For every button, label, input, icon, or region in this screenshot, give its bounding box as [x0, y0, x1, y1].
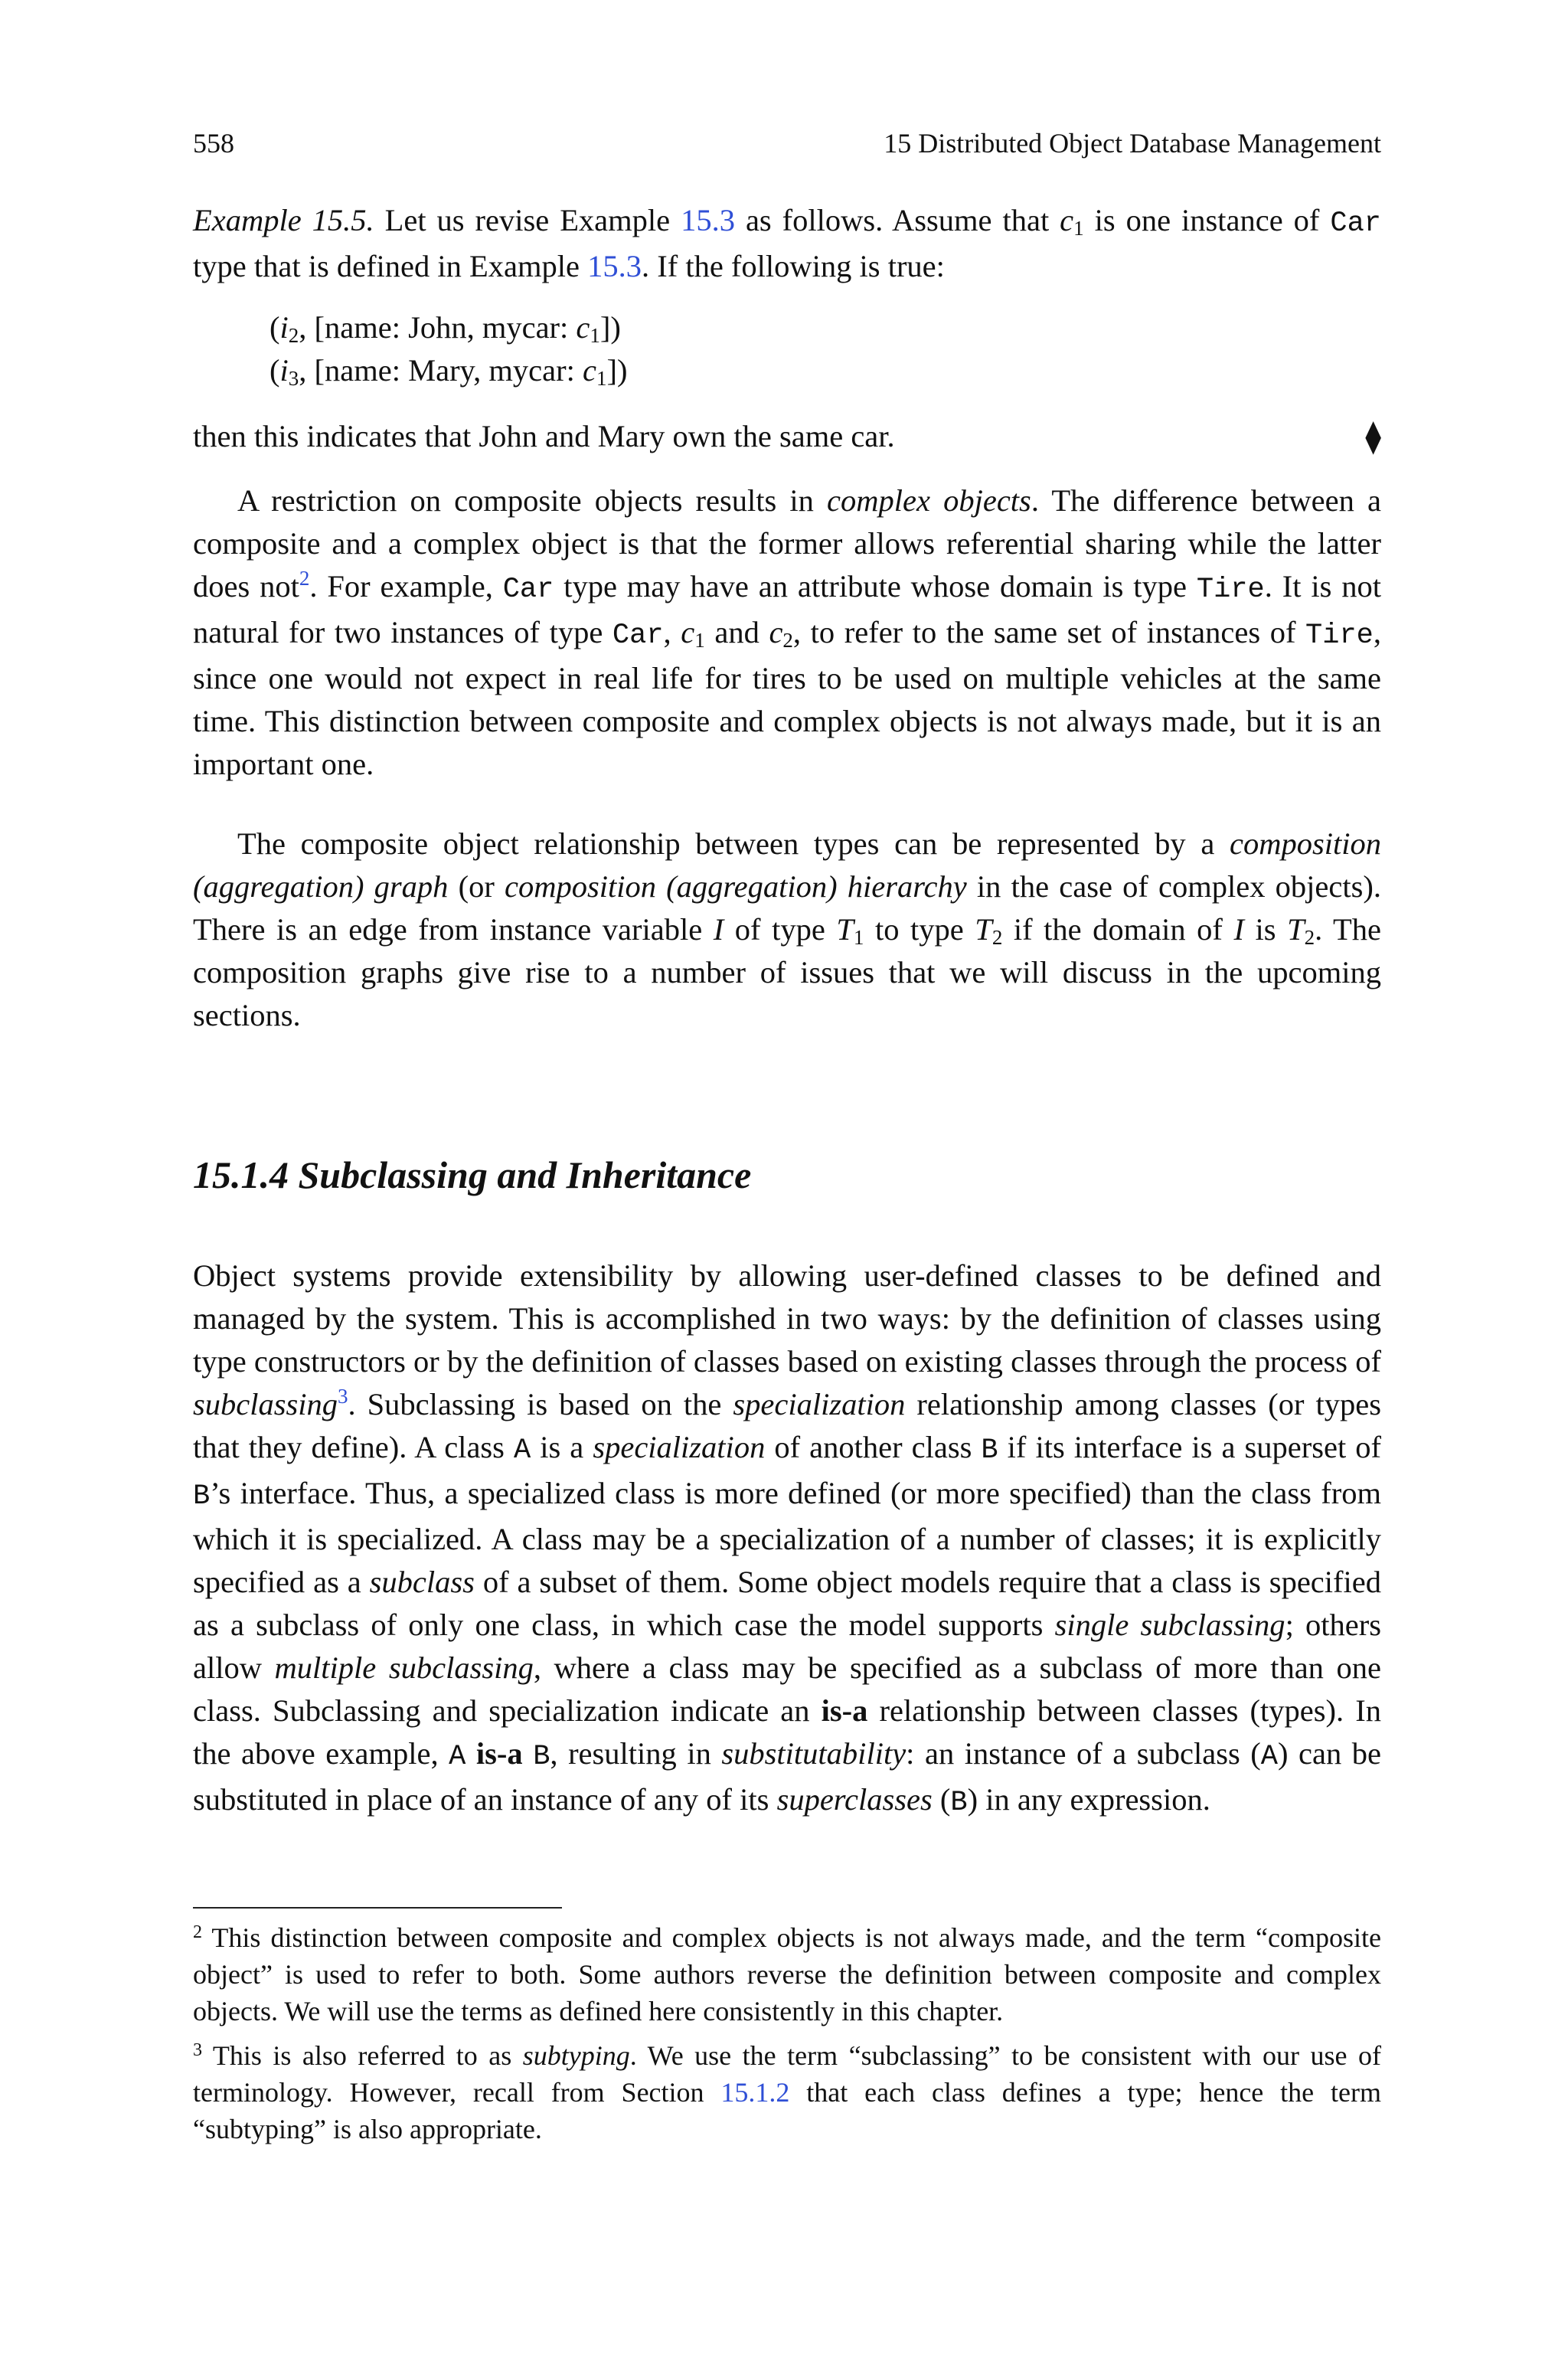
code-a: A — [513, 1434, 531, 1467]
code-car: Car — [612, 620, 664, 652]
section-heading — [193, 1152, 1381, 1198]
section-ref-link[interactable]: 15.1.2 — [720, 2077, 790, 2108]
chapter-title: 15 Distributed Object Database Management — [884, 128, 1381, 159]
example-conclusion: then this indicates that John and Mary own the same car. ⧫ — [193, 415, 1381, 458]
footnote-ref-3[interactable]: 3 — [338, 1385, 348, 1408]
code-a: A — [449, 1741, 466, 1773]
end-of-example-marker: ⧫ — [1365, 417, 1381, 455]
paragraph-subclassing: Object systems provide extensibility by allowing user-defined classes to be defined and managed by the system. This is accomplished in two ways: by the definition of classes using type constructors or by the definition of classes based on existing classes through the process of subclassing$^3$. Subclassing is based on the specialization relationship among classes (or types that they define). A class A is a specialization of another class B if its interface is a superset of B’s interface. Thus, a specialized class is more defined (or more specified) than the class from which it is specialized. A class may be a specialization of a number of classes; it is explicitly specified as a subclass of a subset of them. Some object models require that a class is specified as a subclass of only one class, in which case the model supports single subclassing; others allow multiple subclassing, where a class may be specified as a subclass of more than one class. Subclassing and specialization indicate an is-a relationship between classes (types). In the above example, A is-a B, resulting in substitutability: an instance of a subclass (A) can be substituted in place of an instance of any of its superclasses (B) in any expression. — [193, 1258, 1382, 1819]
example-intro: Example 15.5. Let us revise Example 15.3 as follows. Assume that $c_1$ is one instance of Car type that is defined in Example 15.3. If the following is true: — [193, 203, 1381, 283]
footnote-ref-2[interactable]: 2 — [299, 567, 310, 590]
code-b: B — [533, 1741, 550, 1773]
code-car: Car — [1330, 208, 1381, 240]
code-tire: Tire — [1196, 574, 1265, 606]
example-ref-link[interactable]: 15.3 — [681, 203, 735, 237]
example-label: Example 15.5. — [193, 203, 374, 237]
code-a: A — [1260, 1741, 1279, 1773]
example-ref-link[interactable]: 15.3 — [587, 249, 642, 283]
paragraph-composition-graph: The composite object relationship between types can be represented by a composition (aggregation) graph (or composition (aggregation) hierarchy in the case of complex objects). There is an edge from instance variable I of type $T_1$ to type $T_2$ if the domain of I is $T_2$. The composition graphs give rise to a number of issues that we will discuss in the upcoming sections. — [193, 826, 1382, 1032]
page-number: 558 — [193, 128, 234, 159]
code-b: B — [193, 1480, 211, 1513]
code-car: Car — [502, 574, 554, 606]
example-15-5 — [193, 199, 1381, 288]
code-tire: Tire — [1305, 620, 1374, 652]
footnote-3: $^3$ This is also referred to as subtyping. We use the term “subclassing” to be consistent with our use of terminology. However, recall from Section 15.1.2 that each class defines a type; hence the term “subtyping” is also appropriate. — [193, 2040, 1382, 2144]
footnote-divider — [193, 1907, 562, 1909]
code-b: B — [950, 1787, 968, 1819]
paragraph-complex-objects: A restriction on composite objects results in complex objects. The difference between a composite and a complex object is that the former allows referential sharing while the latter does not$^2$. For example, Car type may have an attribute whose domain is type Tire. It is not natural for two instances of type Car, $c_1$ and $c_2$, to refer to the same set of instances of Tire, since one would not expect in real life for tires to be used on multiple vehicles at the same time. This distinction between composite and complex objects is not always made, but it is an important one. — [193, 483, 1381, 781]
code-b: B — [981, 1434, 998, 1467]
section-title: 15.1.4 Subclassing and Inheritance — [193, 1153, 752, 1196]
footnote-2: $^2$ This distinction between composite and complex objects is not always made, and the term “composite object” is used to refer to both. Some authors reverse the definition between composite and complex objects. We will use the terms as defined here consistently in this chapter. — [193, 1922, 1381, 2026]
example-display-line: ($i_3$, [name: Mary, mycar: $c_1$]) — [270, 353, 628, 390]
example-display-line: ($i_2$, [name: John, mycar: $c_1$]) — [270, 310, 621, 347]
